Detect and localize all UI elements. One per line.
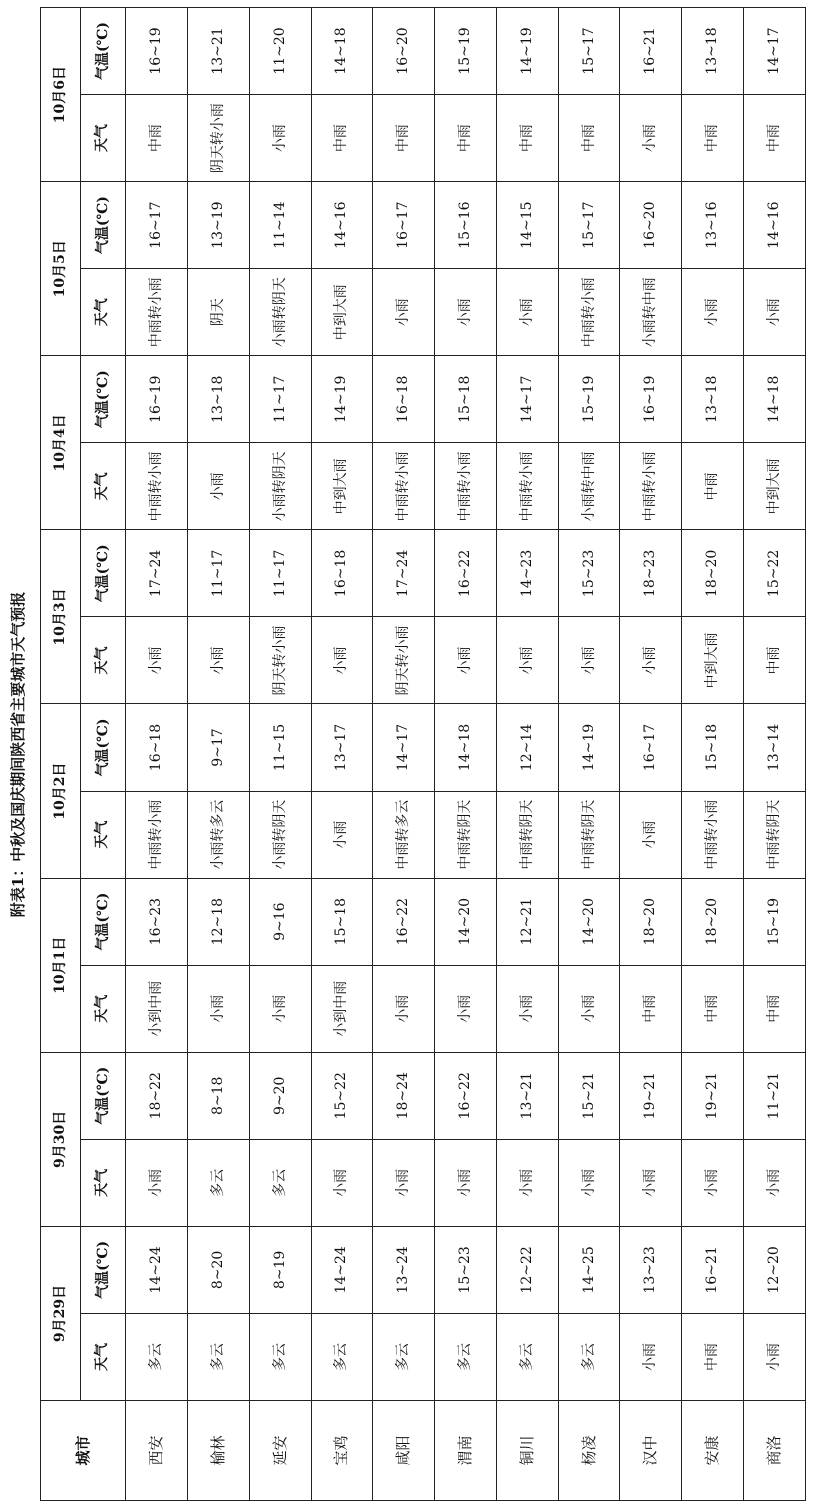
weather-cell: 小雨	[496, 269, 558, 356]
temperature-cell: 13~17	[311, 704, 373, 791]
temperature-cell: 14~25	[558, 1226, 620, 1313]
header-row-fields	[80, 8, 126, 1501]
temperature-cell: 14~17	[744, 8, 806, 95]
weather-cell: 多云	[249, 1139, 311, 1226]
temperature-column-header: 气温(℃)	[80, 182, 126, 269]
weather-cell: 小雨	[373, 965, 435, 1052]
weather-cell: 中雨转小雨	[620, 443, 682, 530]
temperature-cell: 16~17	[620, 704, 682, 791]
temperature-column-header: 气温(℃)	[80, 704, 126, 791]
date-header: 10月6日	[41, 8, 81, 182]
temperature-cell: 16~18	[373, 356, 435, 443]
temperature-cell: 18~20	[620, 878, 682, 965]
weather-cell: 中雨	[620, 965, 682, 1052]
temperature-cell: 16~22	[435, 1052, 497, 1139]
weather-column-header: 天气	[80, 1313, 126, 1400]
weather-cell: 小雨	[435, 269, 497, 356]
weather-cell: 中雨转阴天	[435, 791, 497, 878]
weather-cell: 多云	[558, 1313, 620, 1400]
weather-cell: 小雨	[620, 617, 682, 704]
temperature-cell: 13~23	[620, 1226, 682, 1313]
temperature-column-header: 气温(℃)	[80, 1052, 126, 1139]
temperature-cell: 19~21	[682, 1052, 744, 1139]
weather-cell: 小雨	[373, 1139, 435, 1226]
weather-column-header: 天气	[80, 95, 126, 182]
weather-cell: 中雨转阴天	[496, 791, 558, 878]
weather-cell: 小雨转中雨	[558, 443, 620, 530]
weather-cell: 小雨	[744, 269, 806, 356]
temperature-cell: 14~18	[311, 8, 373, 95]
city-name-cell: 安康	[682, 1401, 744, 1501]
weather-cell: 小到中雨	[311, 965, 373, 1052]
weather-cell: 中雨转小雨	[435, 443, 497, 530]
weather-cell: 中雨转小雨	[126, 443, 188, 530]
temperature-cell: 14~19	[496, 8, 558, 95]
weather-cell: 中雨	[558, 95, 620, 182]
temperature-cell: 17~24	[373, 530, 435, 617]
temperature-cell: 9~16	[249, 878, 311, 965]
weather-cell: 多云	[126, 1313, 188, 1400]
temperature-cell: 14~24	[126, 1226, 188, 1313]
temperature-cell: 16~23	[126, 878, 188, 965]
table-row	[558, 8, 620, 1501]
date-header: 10月4日	[41, 356, 81, 530]
temperature-cell: 14~16	[311, 182, 373, 269]
weather-cell: 小雨	[311, 1139, 373, 1226]
weather-cell: 中雨	[682, 965, 744, 1052]
city-name-cell: 渭南	[435, 1401, 497, 1501]
temperature-cell: 15~18	[435, 356, 497, 443]
weather-cell: 小雨	[744, 1313, 806, 1400]
weather-cell: 小雨	[311, 791, 373, 878]
weather-column-header: 天气	[80, 443, 126, 530]
temperature-cell: 8~19	[249, 1226, 311, 1313]
city-name-cell: 汉中	[620, 1401, 682, 1501]
temperature-cell: 9~17	[187, 704, 249, 791]
weather-cell: 小雨	[435, 617, 497, 704]
weather-cell: 小雨	[126, 1139, 188, 1226]
temperature-cell: 18~20	[682, 530, 744, 617]
weather-cell: 小雨	[187, 443, 249, 530]
temperature-cell: 8~20	[187, 1226, 249, 1313]
temperature-cell: 18~20	[682, 878, 744, 965]
weather-cell: 小到中雨	[126, 965, 188, 1052]
date-header: 10月1日	[41, 878, 81, 1052]
weather-cell: 中雨转小雨	[373, 443, 435, 530]
weather-cell: 中雨转多云	[373, 791, 435, 878]
weather-cell: 阴天转小雨	[249, 617, 311, 704]
weather-cell: 多云	[249, 1313, 311, 1400]
weather-cell: 小雨转多云	[187, 791, 249, 878]
weather-cell: 多云	[187, 1139, 249, 1226]
forecast-table	[40, 7, 806, 1501]
temperature-cell: 13~18	[187, 356, 249, 443]
weather-cell: 小雨	[558, 1139, 620, 1226]
weather-cell: 多云	[373, 1313, 435, 1400]
temperature-cell: 8~18	[187, 1052, 249, 1139]
temperature-cell: 14~16	[744, 182, 806, 269]
weather-cell: 中到大雨	[311, 269, 373, 356]
temperature-cell: 12~14	[496, 704, 558, 791]
weather-cell: 中雨转阴天	[558, 791, 620, 878]
temperature-cell: 18~24	[373, 1052, 435, 1139]
table-title: 附表1：中秋及国庆期间陕西省主要城市天气预报	[9, 591, 27, 918]
temperature-cell: 14~17	[496, 356, 558, 443]
table-row	[682, 8, 744, 1501]
temperature-cell: 12~22	[496, 1226, 558, 1313]
temperature-cell: 15~22	[744, 530, 806, 617]
temperature-cell: 14~24	[311, 1226, 373, 1313]
weather-cell: 中雨	[744, 617, 806, 704]
table-row	[249, 8, 311, 1501]
weather-cell: 小雨	[620, 95, 682, 182]
weather-cell: 中雨	[311, 95, 373, 182]
weather-cell: 多云	[435, 1313, 497, 1400]
temperature-cell: 12~18	[187, 878, 249, 965]
temperature-cell: 16~17	[373, 182, 435, 269]
temperature-cell: 15~17	[558, 8, 620, 95]
city-name-cell: 杨凌	[558, 1401, 620, 1501]
temperature-cell: 13~24	[373, 1226, 435, 1313]
weather-cell: 小雨转中雨	[620, 269, 682, 356]
city-name-cell: 咸阳	[373, 1401, 435, 1501]
date-header: 9月29日	[41, 1226, 81, 1400]
temperature-cell: 16~18	[126, 704, 188, 791]
temperature-cell: 11~21	[744, 1052, 806, 1139]
temperature-cell: 13~21	[496, 1052, 558, 1139]
temperature-cell: 13~18	[682, 356, 744, 443]
temperature-cell: 15~23	[558, 530, 620, 617]
temperature-cell: 16~22	[373, 878, 435, 965]
temperature-cell: 13~14	[744, 704, 806, 791]
temperature-cell: 16~22	[435, 530, 497, 617]
temperature-cell: 14~17	[373, 704, 435, 791]
temperature-cell: 9~20	[249, 1052, 311, 1139]
temperature-cell: 15~18	[682, 704, 744, 791]
weather-cell: 中雨转小雨	[496, 443, 558, 530]
date-header: 9月30日	[41, 1052, 81, 1226]
weather-cell: 小雨	[620, 1313, 682, 1400]
weather-cell: 中雨	[682, 1313, 744, 1400]
temperature-cell: 15~18	[311, 878, 373, 965]
weather-cell: 中雨转阴天	[744, 791, 806, 878]
weather-cell: 小雨转阴天	[249, 791, 311, 878]
temperature-cell: 18~22	[126, 1052, 188, 1139]
temperature-cell: 11~17	[187, 530, 249, 617]
weather-cell: 中雨	[682, 443, 744, 530]
temperature-cell: 11~17	[249, 530, 311, 617]
weather-column-header: 天气	[80, 617, 126, 704]
weather-cell: 阴天转小雨	[373, 617, 435, 704]
temperature-cell: 12~20	[744, 1226, 806, 1313]
city-name-cell: 商洛	[744, 1401, 806, 1501]
temperature-cell: 11~14	[249, 182, 311, 269]
temperature-cell: 14~18	[744, 356, 806, 443]
temperature-cell: 15~16	[435, 182, 497, 269]
temperature-cell: 15~22	[311, 1052, 373, 1139]
temperature-column-header: 气温(℃)	[80, 8, 126, 95]
city-name-cell: 榆林	[187, 1401, 249, 1501]
weather-cell: 多云	[311, 1313, 373, 1400]
weather-cell: 中雨	[744, 965, 806, 1052]
temperature-cell: 14~19	[558, 704, 620, 791]
weather-cell: 中雨	[682, 95, 744, 182]
weather-cell: 小雨	[311, 617, 373, 704]
weather-cell: 小雨	[187, 617, 249, 704]
temperature-cell: 16~17	[126, 182, 188, 269]
weather-cell: 中雨转小雨	[126, 791, 188, 878]
weather-cell: 中雨	[126, 95, 188, 182]
temperature-cell: 15~19	[744, 878, 806, 965]
weather-cell: 中到大雨	[311, 443, 373, 530]
temperature-cell: 17~24	[126, 530, 188, 617]
temperature-cell: 16~21	[682, 1226, 744, 1313]
weather-cell: 阴天	[187, 269, 249, 356]
weather-column-header: 天气	[80, 965, 126, 1052]
temperature-cell: 15~21	[558, 1052, 620, 1139]
city-name-cell: 铜川	[496, 1401, 558, 1501]
weather-cell: 小雨	[496, 965, 558, 1052]
table-row	[620, 8, 682, 1501]
temperature-cell: 16~18	[311, 530, 373, 617]
date-header: 10月3日	[41, 530, 81, 704]
city-name-cell: 宝鸡	[311, 1401, 373, 1501]
table-row	[373, 8, 435, 1501]
weather-column-header: 天气	[80, 1139, 126, 1226]
weather-cell: 小雨	[620, 791, 682, 878]
weather-cell: 小雨	[558, 617, 620, 704]
weather-cell: 中雨	[744, 95, 806, 182]
temperature-cell: 13~19	[187, 182, 249, 269]
weather-cell: 小雨	[249, 95, 311, 182]
weather-cell: 小雨	[496, 1139, 558, 1226]
temperature-cell: 14~18	[435, 704, 497, 791]
temperature-column-header: 气温(℃)	[80, 356, 126, 443]
temperature-cell: 12~21	[496, 878, 558, 965]
temperature-cell: 16~20	[373, 8, 435, 95]
table-row	[744, 8, 806, 1501]
weather-cell: 多云	[187, 1313, 249, 1400]
temperature-cell: 14~23	[496, 530, 558, 617]
temperature-cell: 14~19	[311, 356, 373, 443]
temperature-cell: 16~19	[126, 8, 188, 95]
weather-cell: 小雨	[496, 617, 558, 704]
temperature-cell: 14~15	[496, 182, 558, 269]
weather-cell: 中雨	[435, 95, 497, 182]
weather-cell: 小雨转阴天	[249, 269, 311, 356]
header-row-dates	[41, 8, 81, 1501]
weather-cell: 阴天转小雨	[187, 95, 249, 182]
temperature-cell: 18~23	[620, 530, 682, 617]
city-name-cell: 延安	[249, 1401, 311, 1501]
temperature-cell: 16~21	[620, 8, 682, 95]
weather-cell: 小雨	[126, 617, 188, 704]
table-row	[187, 8, 249, 1501]
weather-cell: 小雨	[187, 965, 249, 1052]
weather-cell: 中雨	[373, 95, 435, 182]
weather-cell: 多云	[496, 1313, 558, 1400]
weather-column-header: 天气	[80, 791, 126, 878]
weather-cell: 中雨转小雨	[558, 269, 620, 356]
temperature-column-header: 气温(℃)	[80, 878, 126, 965]
weather-cell: 小雨	[682, 1139, 744, 1226]
weather-cell: 小雨	[435, 965, 497, 1052]
date-header: 10月5日	[41, 182, 81, 356]
temperature-cell: 13~21	[187, 8, 249, 95]
temperature-cell: 13~18	[682, 8, 744, 95]
temperature-cell: 13~16	[682, 182, 744, 269]
temperature-cell: 15~17	[558, 182, 620, 269]
weather-cell: 小雨转阴天	[249, 443, 311, 530]
weather-cell: 小雨	[558, 965, 620, 1052]
weather-cell: 中雨转小雨	[682, 791, 744, 878]
temperature-cell: 11~17	[249, 356, 311, 443]
temperature-cell: 11~20	[249, 8, 311, 95]
temperature-cell: 19~21	[620, 1052, 682, 1139]
table-row	[311, 8, 373, 1501]
temperature-cell: 15~23	[435, 1226, 497, 1313]
weather-cell: 中雨	[496, 95, 558, 182]
table-row	[126, 8, 188, 1501]
city-name-cell: 西安	[126, 1401, 188, 1501]
weather-cell: 小雨	[373, 269, 435, 356]
temperature-cell: 16~19	[620, 356, 682, 443]
temperature-cell: 11~15	[249, 704, 311, 791]
weather-cell: 中雨转小雨	[126, 269, 188, 356]
temperature-cell: 15~19	[435, 8, 497, 95]
date-header: 10月2日	[41, 704, 81, 878]
temperature-cell: 15~19	[558, 356, 620, 443]
weather-cell: 中到大雨	[682, 617, 744, 704]
weather-cell: 小雨	[744, 1139, 806, 1226]
table-row	[435, 8, 497, 1501]
weather-column-header: 天气	[80, 269, 126, 356]
temperature-column-header: 气温(℃)	[80, 1226, 126, 1313]
temperature-column-header: 气温(℃)	[80, 530, 126, 617]
temperature-cell: 14~20	[558, 878, 620, 965]
table-row	[496, 8, 558, 1501]
weather-cell: 中到大雨	[744, 443, 806, 530]
weather-cell: 小雨	[620, 1139, 682, 1226]
temperature-cell: 16~20	[620, 182, 682, 269]
weather-cell: 小雨	[435, 1139, 497, 1226]
weather-cell: 小雨	[249, 965, 311, 1052]
temperature-cell: 14~20	[435, 878, 497, 965]
city-column-header: 城市	[41, 1401, 126, 1501]
temperature-cell: 16~19	[126, 356, 188, 443]
weather-cell: 小雨	[682, 269, 744, 356]
